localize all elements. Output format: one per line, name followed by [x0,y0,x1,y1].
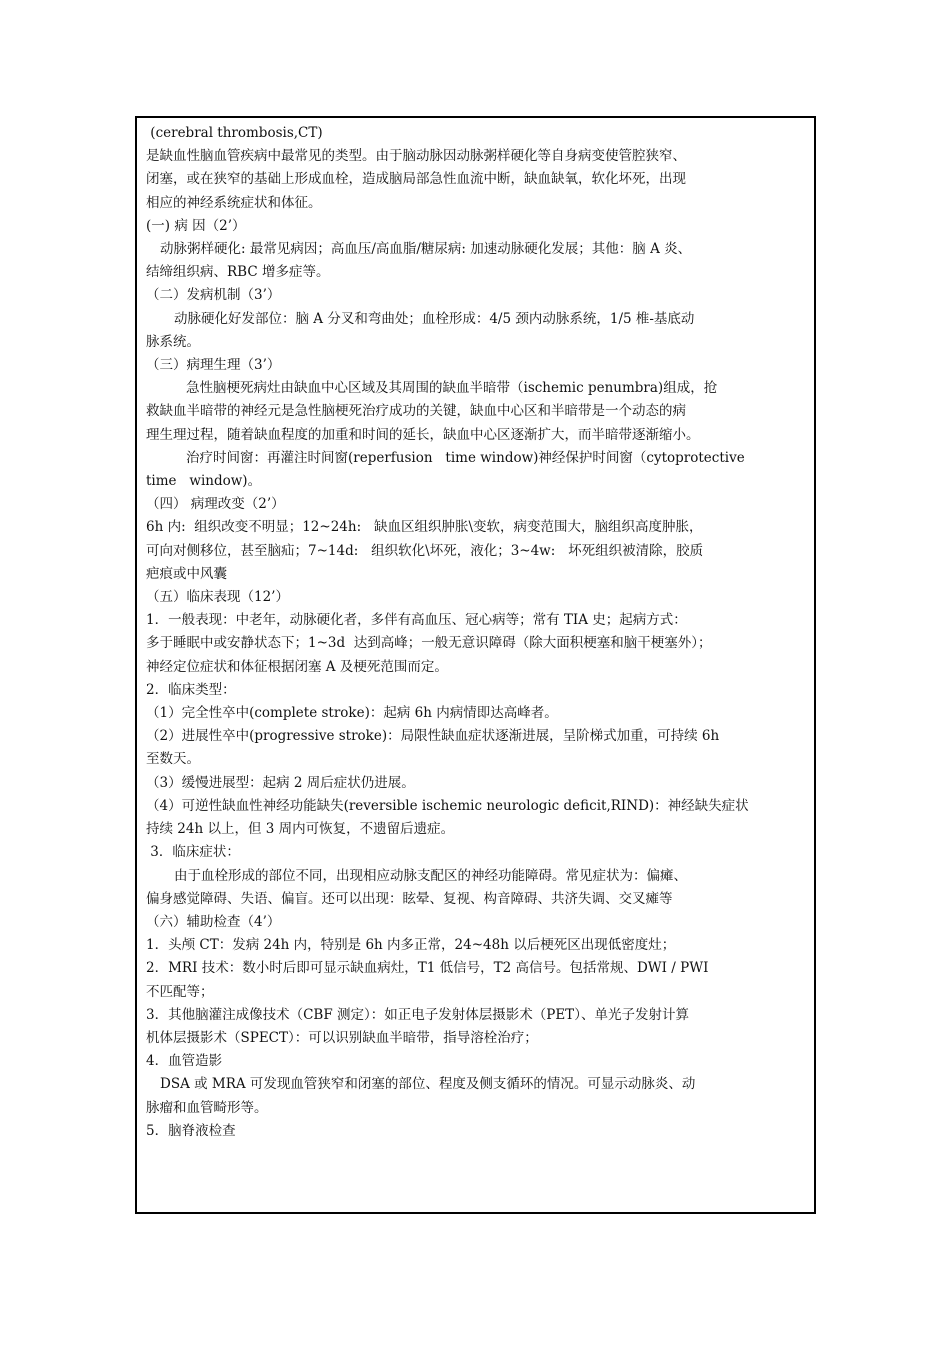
text-line: （六）辅助检查（4’） [146,913,281,930]
text-line: （四） 病理改变（2’） [146,496,285,513]
text-line: 3．其他脑灌注成像技术（CBF 测定）：如正电子发射体层摄影术（PET）、单光子发射计算 [146,1006,689,1023]
text-line: 由于血栓形成的部位不同，出现相应动脉支配区的神经功能障碍。常见症状为：偏瘫、 [174,867,687,884]
text-line: 2．临床类型： [146,681,236,698]
text-line: 可向对侧移位，甚至脑疝；7~14d: 组织软化\坏死，液化；3~4w: 坏死组织被清除，胶质 [146,542,704,559]
text-line: 治疗时间窗：再灌注时间窗(reperfusion time window)神经保护时间窗（cytoprotective [186,449,745,466]
text-line: 急性脑梗死病灶由缺血中心区域及其周围的缺血半暗带（ischemic penumbra)组成，抢 [186,380,718,397]
text-line: 2．MRI 技术：数小时后即可显示缺血病灶，T1 低信号，T2 高信号。包括常规、DWI / PWI [146,960,709,977]
text-line: (cerebral thrombosis,CT) [146,125,323,141]
text-line: 闭塞，或在狭窄的基础上形成血栓，造成脑局部急性血流中断，缺血缺氧，软化坏死，出现 [146,171,686,188]
text-line: 偏身感觉障碍、失语、偏盲。还可以出现：眩晕、复视、构音障碍、共济失调、交叉瘫等 [146,890,673,907]
text-line: （三）病理生理（3’） [146,357,281,374]
text-line: 多于睡眠中或安静状态下；1~3d 达到高峰；一般无意识障碍（除大面积梗塞和脑干梗塞外）； [146,635,712,652]
text-line: 结缔组织病、RBC 增多症等。 [146,264,330,281]
text-line: 至数天。 [146,751,200,768]
text-line: （二）发病机制（3’） [146,287,281,304]
text-line: （3）缓慢进展型：起病 2 周后症状仍进展。 [146,774,415,791]
text-line: 不匹配等； [146,983,214,1000]
text-line: 救缺血半暗带的神经元是急性脑梗死治疗成功的关键，缺血中心区和半暗带是一个动态的病 [146,403,686,420]
text-line: 1．头颅 CT：发病 24h 内，特别是 6h 内多正常，24~48h 以后梗死区出现低密度灶； [146,937,676,954]
text-line: 4．血管造影 [146,1053,223,1070]
text-line: time window)。 [146,473,262,490]
text-line: 是缺血性脑血管疾病中最常见的类型。由于脑动脉因动脉粥样硬化等自身病变使管腔狭窄、 [146,148,686,165]
text-line: 机体层摄影术（SPECT）：可以识别缺血半暗带，指导溶栓治疗； [146,1029,538,1046]
text-line: 理生理过程，随着缺血程度的加重和时间的延长，缺血中心区逐渐扩大，而半暗带逐渐缩小。 [146,426,700,443]
text-line: 动脉硬化好发部位：脑 A 分叉和弯曲处；血栓形成：4/5 颈内动脉系统，1/5 椎-基底动 [174,310,695,327]
document-frame [135,116,816,1214]
text-line: 1．一般表现：中老年，动脉硬化者，多伴有高血压、冠心病等；常有 TIA 史；起病方式： [146,612,687,629]
text-line: （2）进展性卒中(progressive stroke)：局限性缺血症状逐渐进展，呈阶梯式加重，可持续 6h [146,728,720,745]
text-line: 动脉粥样硬化: 最常见病因；高血压/高血脂/糖尿病: 加速动脉硬化发展；其他：脑 A 炎、 [160,241,692,258]
text-line: 神经定位症状和体征根据闭塞 A 及梗死范围而定。 [146,658,448,675]
text-line: 相应的神经系统症状和体征。 [146,194,322,211]
text-line: (一) 病 因（2’） [146,217,246,234]
text-line: 脉瘤和血管畸形等。 [146,1099,268,1116]
text-line: （五）临床表现（12’） [146,589,289,606]
text-line: 持续 24h 以上，但 3 周内可恢复，不遗留后遗症。 [146,821,455,838]
text-line: DSA 或 MRA 可发现血管狭窄和闭塞的部位、程度及侧支循环的情况。可显示动脉炎、动 [160,1076,696,1093]
text-line: （1）完全性卒中(complete stroke)：起病 6h 内病情即达高峰者。 [146,705,558,722]
text-line: 6h 内: 组织改变不明显；12~24h: 缺血区组织肿胀\变软，病变范围大，脑组织高度肿胀， [146,519,703,536]
text-line: （4）可逆性缺血性神经功能缺失(reversible ischemic neurologic deficit,RIND)：神经缺失症状 [146,797,749,814]
text-line: 疤痕或中风囊 [146,565,227,582]
text-line: 5．脑脊液检查 [146,1122,236,1139]
text-line: 3．临床症状： [146,844,240,861]
text-line: 脉系统。 [146,333,200,350]
